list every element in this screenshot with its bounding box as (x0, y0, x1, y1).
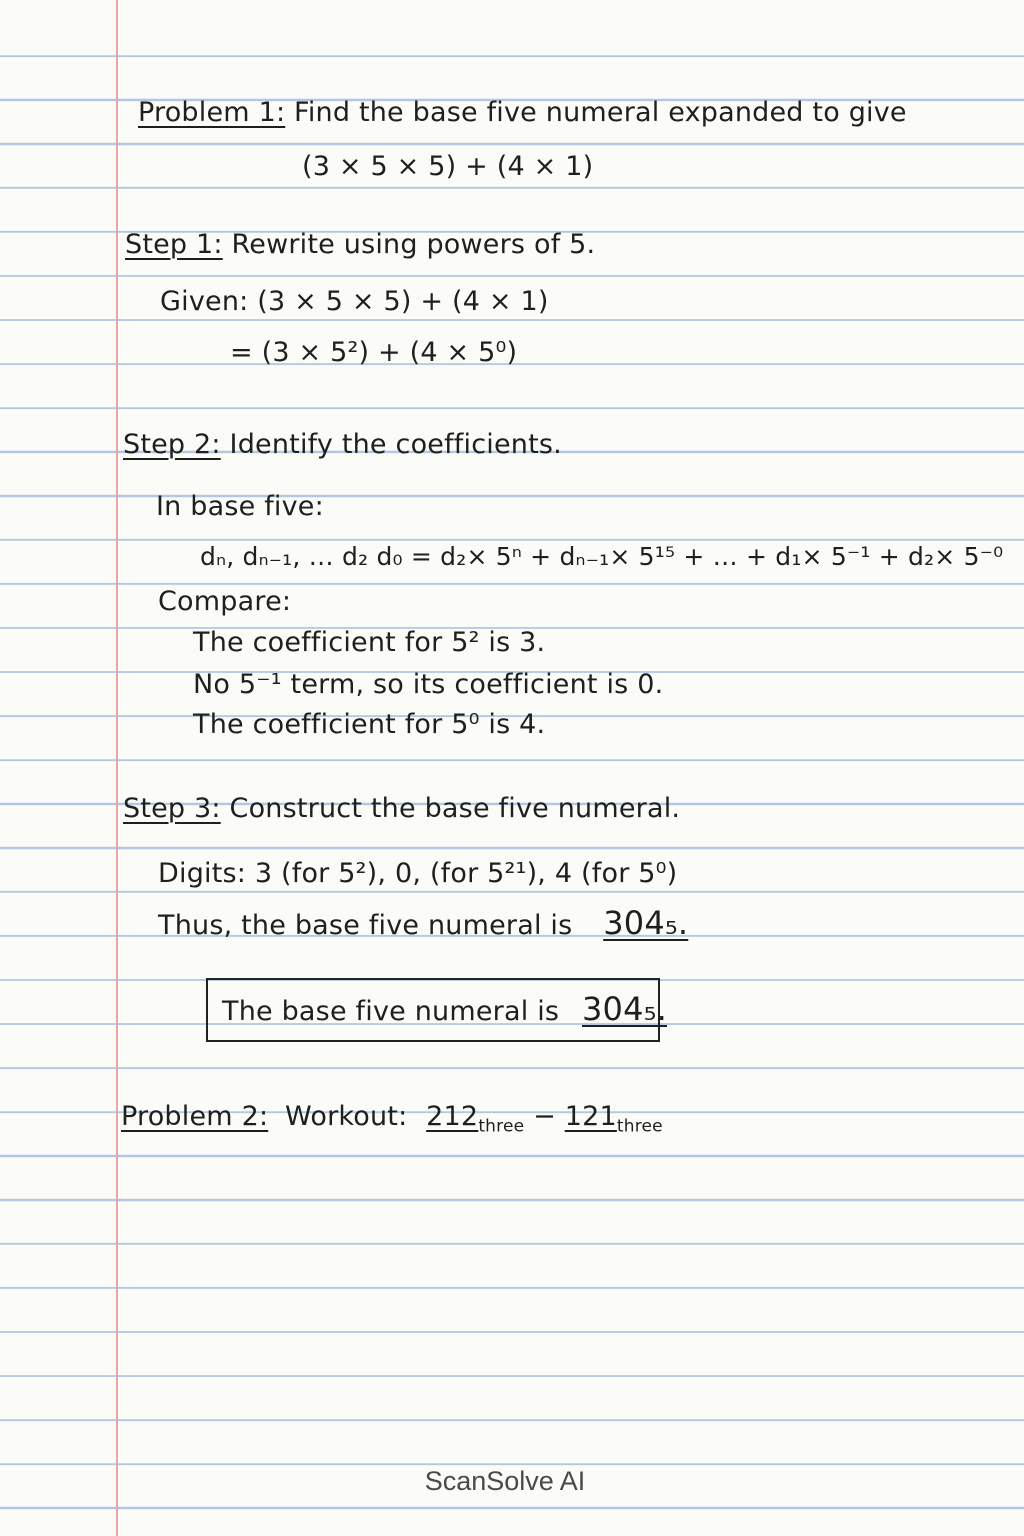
problem-2-heading (121, 1100, 663, 1143)
step-2-line-3: The coefficient for 5⁰ is 4. (193, 709, 546, 740)
problem-1-heading (138, 96, 907, 130)
problem-1-text: Find the base five numeral expanded to give (294, 97, 907, 128)
final-answer-text: The base five numeral is (222, 996, 560, 1027)
final-answer (222, 992, 667, 1029)
final-answer-box (206, 978, 668, 1042)
step-3-heading (123, 792, 680, 826)
step-2-text: Identify the coefficients. (229, 429, 562, 460)
step-2-line-2: No 5⁻¹ term, so its coefficient is 0. (193, 669, 664, 700)
problem-1-expression: (3 × 5 × 5) + (4 × 1) (302, 151, 594, 182)
step-2-compare: Compare: (158, 586, 292, 617)
step-3-thus (158, 906, 688, 943)
step-3-text: Construct the base five numeral. (229, 793, 681, 824)
step-2-label: Step 2: (123, 429, 221, 460)
step-2-in-base: In base five: (156, 491, 324, 522)
step-3-thus-text: Thus, the base five numeral is (158, 910, 573, 941)
step-1-rewritten: = (3 × 5²) + (4 × 5⁰) (230, 337, 518, 368)
problem-2-operator: − (533, 1101, 556, 1132)
problem-2-operand-2-base: three (616, 1116, 663, 1137)
problem-2-text: Workout: (285, 1101, 408, 1132)
margin-line (116, 0, 118, 1536)
step-3-digits: Digits: 3 (for 5²), 0, (for 5²¹), 4 (for 5⁰) (158, 858, 678, 889)
step-2-heading (123, 428, 562, 462)
footer-brand: ScanSolve AI (424, 1466, 586, 1496)
step-3-thus-value: 304₅. (603, 904, 689, 942)
step-2-line-1: The coefficient for 5² is 3. (193, 627, 546, 658)
step-1-label: Step 1: (125, 229, 223, 260)
problem-2-operand-1-base: three (478, 1116, 525, 1137)
problem-2-operand-1: 212 (426, 1101, 479, 1132)
step-1-given: Given: (3 × 5 × 5) + (4 × 1) (160, 286, 549, 317)
step-3-label: Step 3: (123, 793, 221, 824)
problem-2-label: Problem 2: (121, 1101, 269, 1132)
final-answer-value: 304₅. (581, 990, 668, 1028)
step-1-text: Rewrite using powers of 5. (231, 229, 596, 260)
step-2-general-form: dₙ, dₙ₋₁, … d₂ d₀ = d₂× 5ⁿ + dₙ₋₁× 5¹⁵ + … + d₁× 5⁻¹ + d₂× 5⁻⁰ (200, 542, 1004, 571)
problem-1-label: Problem 1: (138, 97, 286, 128)
step-1-heading (125, 228, 595, 262)
problem-2-operand-2: 121 (564, 1101, 617, 1132)
